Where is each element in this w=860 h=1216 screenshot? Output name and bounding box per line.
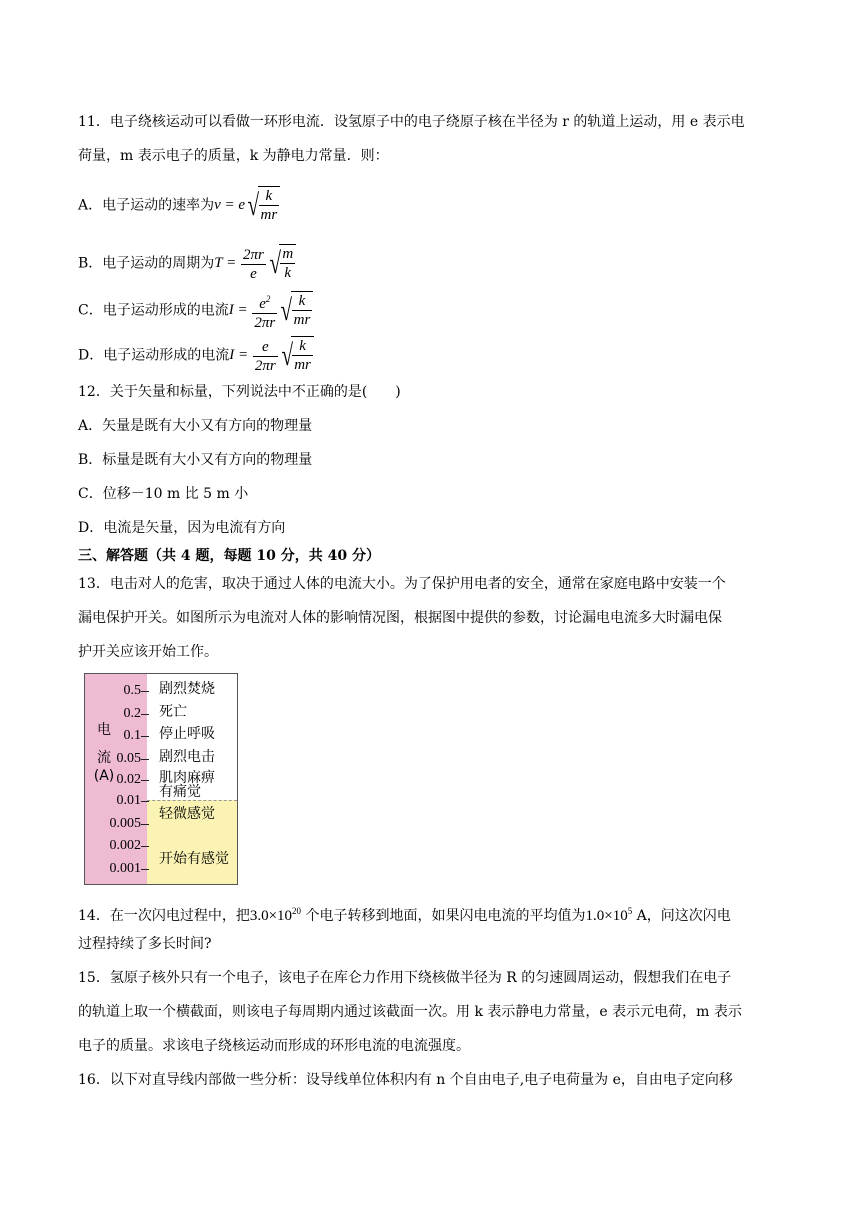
tick-label: 0.002 — [109, 838, 141, 853]
q14-text-3: A，问这次闪电 — [632, 908, 731, 924]
formula-d: I = $\frac{e}{2\pi r}$ √ $\frac{k}{mr}$ — [229, 347, 314, 363]
tick-label: 0.1 — [123, 728, 141, 743]
q12-option-d: D．电流是矢量，因为电流有方向 — [78, 520, 286, 536]
q15-line2: 的轨道上取一个横截面，则该电子每周期内通过该截面一次。用 k 表示静电力常量，e 表示元电荷，m 表示 — [78, 1004, 742, 1020]
tick-label: 0.2 — [123, 706, 141, 721]
tick-mark — [141, 759, 149, 760]
q14-electron-count — [250, 908, 301, 924]
axis-label-1: 电 — [97, 722, 111, 738]
tick-mark — [141, 869, 149, 870]
q14-exponent-1: 20 — [292, 906, 302, 916]
option-d-text: D．电子运动形成的电流 — [78, 347, 230, 364]
option-a-text: A．电子运动的速率为 — [78, 197, 215, 214]
q11-option-d — [78, 336, 314, 376]
q13-line1: 13．电击对人的危害，取决于通过人体的电流大小。为了保护用电者的安全，通常在家庭电路中安装一个 — [78, 576, 726, 592]
tick-label: 0.01 — [116, 793, 141, 808]
region-label: 剧烈焚烧 — [159, 681, 215, 697]
q12-option-c: C．位移－10 m 比 5 m 小 — [78, 486, 249, 502]
q15-line3: 电子的质量。求该电子绕核运动而形成的环形电流的电流强度。 — [78, 1038, 470, 1054]
tick-mark — [141, 714, 149, 715]
region-label: 轻微感觉 — [159, 806, 215, 822]
q15-line1: 15．氢原子核外只有一个电子，该电子在库仑力作用下绕核做半径为 R 的匀速圆周运动，假想我们在电子 — [78, 970, 732, 986]
q14-line2: 过程持续了多长时间? — [78, 936, 212, 952]
formula-c: I = $\frac{e^2}{2\pi r}$ √ $\frac{k}{mr}$ — [229, 302, 314, 318]
q11-line1: 11．电子绕核运动可以看做一环形电流．设氢原子中的电子绕原子核在半径为 r 的轨道上运动，用 e 表示电 — [78, 114, 745, 130]
q11-option-a — [78, 186, 280, 226]
formula-a: v = e √ $\frac{k}{mr}$ — [214, 197, 280, 213]
tick-mark — [141, 801, 149, 802]
q13-line2: 漏电保护开关。如图所示为电流对人体的影响情况图，根据图中提供的参数，讨论漏电电流多大时漏电保 — [78, 610, 722, 626]
tick-mark — [141, 780, 149, 781]
option-b-text: B．电子运动的周期为 — [78, 255, 215, 272]
tick-mark — [141, 736, 149, 737]
axis-label-3: (A) — [93, 768, 115, 784]
region-label: 死亡 — [159, 704, 187, 720]
tick-label: 0.05 — [116, 751, 141, 766]
region-label: 开始有感觉 — [159, 851, 229, 867]
q11-option-b — [78, 244, 296, 284]
formula-b: T = $\frac{2\pi r}{e}$ √ $\frac{m}{k}$ — [214, 255, 296, 271]
region-label: 有痛觉 — [159, 784, 201, 800]
tick-label: 0.005 — [109, 816, 141, 831]
q12-option-a: A．矢量是既有大小又有方向的物理量 — [78, 418, 313, 434]
region-label: 停止呼吸 — [159, 726, 215, 742]
tick-label: 0.5 — [123, 683, 141, 698]
q16-line1: 16．以下对直导线内部做一些分析：设导线单位体积内有 n 个自由电子,电子电荷量为 e，自由电子定向移 — [78, 1072, 733, 1088]
tick-mark — [141, 691, 149, 692]
tick-label: 0.02 — [116, 772, 141, 787]
axis-label-2: 流 — [97, 750, 111, 766]
q14-exponent-2: 5 — [627, 906, 633, 916]
zone-divider — [147, 800, 237, 801]
q14-text-1: 14．在一次闪电过程中，把 — [78, 908, 250, 924]
current-effect-chart — [84, 673, 238, 885]
q13-line3: 护开关应该开始工作。 — [78, 644, 218, 660]
tick-mark — [141, 846, 149, 847]
q14-number-1: 3.0×10 — [249, 908, 293, 924]
tick-label: 0.001 — [109, 861, 141, 876]
q12-option-b: B．标量是既有大小又有方向的物理量 — [78, 452, 313, 468]
q14-current-value — [586, 908, 633, 924]
q12-stem: 12．关于矢量和标量，下列说法中不正确的是( ) — [78, 384, 401, 400]
q14-number-2: 1.0×10 — [585, 908, 628, 924]
q11-line2: 荷量，m 表示电子的质量，k 为静电力常量．则： — [78, 148, 389, 164]
region-label: 肌肉麻痹 — [159, 770, 215, 786]
q14-line1 — [78, 901, 731, 926]
q11-option-c — [78, 290, 313, 332]
tick-mark — [141, 824, 149, 825]
q14-text-2: 个电子转移到地面，如果闪电电流的平均值为 — [301, 908, 586, 924]
section-heading: 三、解答题（共 4 题，每题 10 分，共 40 分） — [78, 548, 380, 564]
region-label: 剧烈电击 — [159, 749, 215, 765]
option-c-text: C．电子运动形成的电流 — [78, 302, 229, 319]
